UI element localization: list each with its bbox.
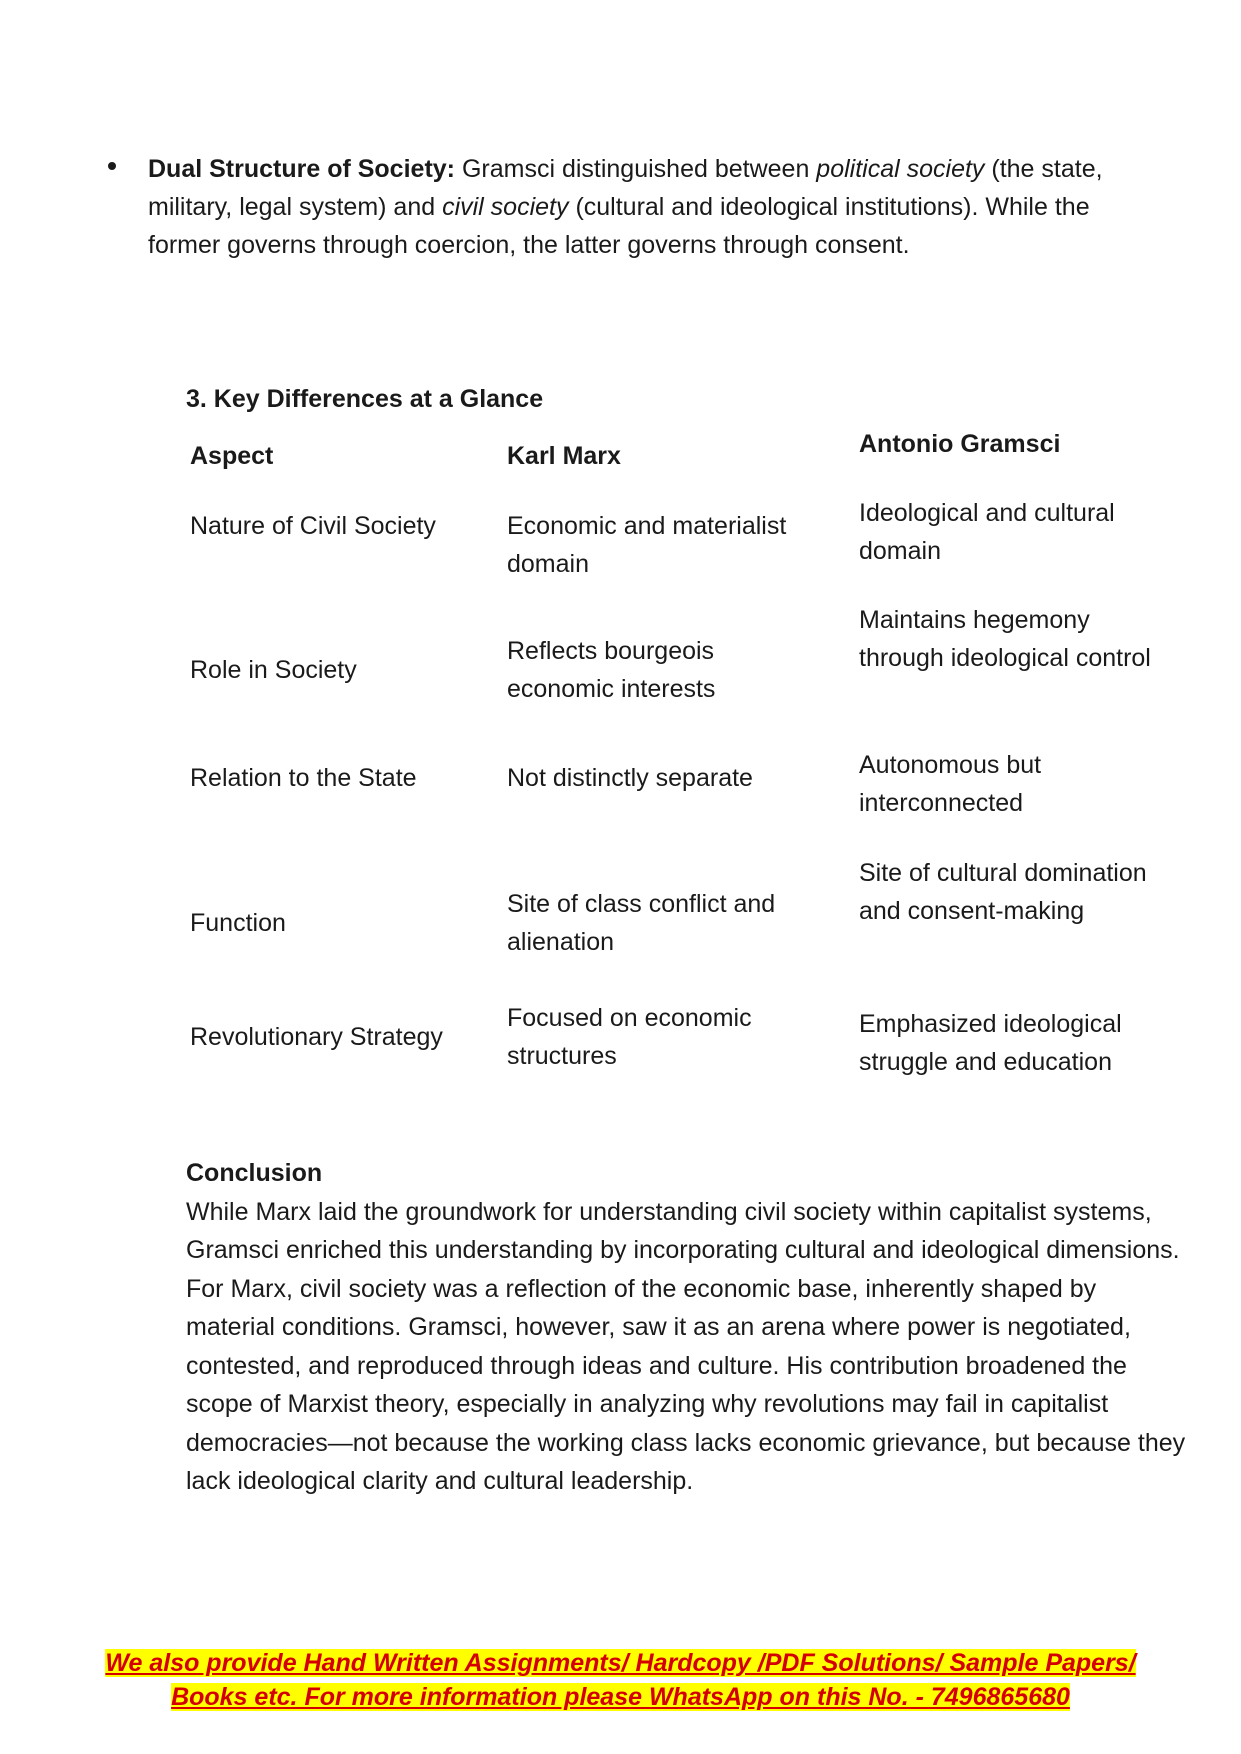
- bullet-item: [108, 150, 1168, 264]
- bullet-heading: Dual Structure of Society:: [148, 155, 455, 183]
- conclusion-section: [186, 1154, 1186, 1501]
- table-cell: Autonomous but interconnected: [859, 751, 1042, 817]
- footer-text: Books etc. For more information please WhatsApp on this No. - 7496865680: [171, 1683, 1070, 1711]
- table-header-marx: Karl Marx: [507, 442, 621, 470]
- table-cell: Relation to the State: [190, 764, 417, 792]
- bullet-icon: [108, 162, 116, 170]
- table-cell: Maintains hegemony through ideological control: [859, 606, 1151, 672]
- conclusion-title: Conclusion: [186, 1159, 323, 1187]
- conclusion-body: While Marx laid the groundwork for understanding civil society within capitalist systems, Gramsci enriched this understanding by incorporating cultural and ideological dimensions. For Marx, civil society was a reflection of the economic base, inherently shaped by material conditions. Gramsci, however, saw it as an arena where power is negotiated, contested, and reproduced through ideas and culture. His contribution broadened the scope of Marxist theory, especially in analyzing why revolutions may fail in capitalist democracies—not because the working class lacks economic grievance, but because they lack ideological clarity and cultural leadership.: [186, 1197, 1186, 1495]
- table-cell: Function: [190, 909, 286, 937]
- table-header-aspect: Aspect: [190, 442, 274, 470]
- table-cell: Site of cultural domination and consent-making: [859, 859, 1147, 925]
- table-cell: Site of class conflict and alienation: [507, 890, 776, 956]
- table-cell: Economic and materialist domain: [507, 512, 787, 578]
- bullet-text-part: (the state, military, legal system) and: [148, 155, 1103, 221]
- bullet-text-part: Gramsci distinguished between: [455, 155, 817, 183]
- table-cell: Emphasized ideological struggle and education: [859, 1010, 1122, 1076]
- bullet-text-part: (cultural and ideological institutions). While the former governs through coercion, the latter governs through consent.: [148, 193, 1090, 259]
- table-cell: Not distinctly separate: [507, 764, 753, 792]
- bullet-emphasis: political society: [816, 155, 985, 183]
- bullet-paragraph: [148, 150, 1168, 264]
- footer-text: We also provide Hand Written Assignments/ Hardcopy /PDF Solutions/ Sample Papers/: [105, 1649, 1136, 1677]
- bullet-emphasis: civil society: [442, 193, 569, 221]
- table-cell: Nature of Civil Society: [190, 512, 436, 540]
- table-cell: Reflects bourgeois economic interests: [507, 637, 716, 703]
- table-cell: Focused on economic structures: [507, 1004, 752, 1070]
- table-cell: Ideological and cultural domain: [859, 499, 1115, 565]
- section-title: 3. Key Differences at a Glance: [186, 385, 544, 413]
- footer-notice-line-1: [0, 1646, 1241, 1680]
- table-header-gramsci: Antonio Gramsci: [859, 430, 1061, 458]
- table-cell: Role in Society: [190, 656, 357, 684]
- footer-notice-line-2: [0, 1680, 1241, 1714]
- table-cell: Revolutionary Strategy: [190, 1023, 443, 1051]
